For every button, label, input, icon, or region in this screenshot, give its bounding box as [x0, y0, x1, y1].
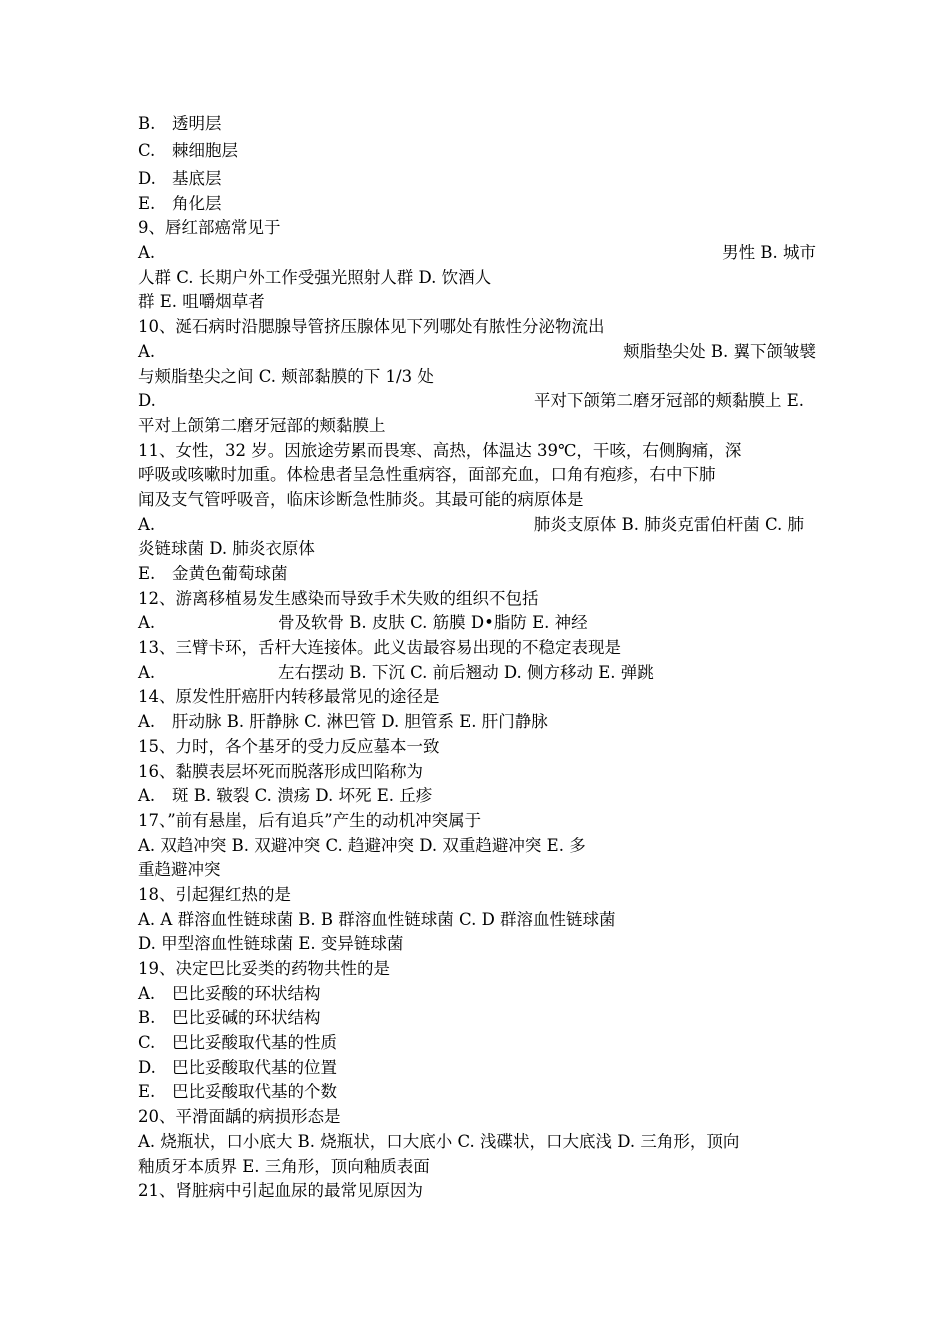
question-14: 14、原发性肝癌肝内转移最常见的途径是 — [138, 687, 440, 707]
option-text: 巴比妥酸的环状结构 — [172, 983, 321, 1003]
question-10-options-cont: 与颊脂垫尖之间 C. 颊部黏膜的下 1/3 处 — [138, 366, 434, 386]
option-text: 角化层 — [172, 193, 222, 213]
question-12: 12、游离移植易发生感染而导致手术失败的组织不包括 — [138, 588, 539, 608]
option-text: 棘细胞层 — [172, 140, 238, 160]
question-19-option-a — [138, 982, 816, 1007]
question-19-option-c — [138, 1031, 816, 1056]
question-11-options-line — [138, 513, 816, 538]
question-15: 15、力时，各个基牙的受力反应墓本一致 — [138, 736, 440, 756]
question-19-option-b — [138, 1006, 816, 1031]
question-20-options-line: A. 烧瓶状，口小底大 B. 烧瓶状，口大底小 C. 浅碟状，口大底浅 D. 三角形，顶向 — [138, 1131, 740, 1151]
question-19-option-e — [138, 1080, 816, 1105]
option-text: 基底层 — [172, 168, 222, 188]
option-text: 颊脂垫尖处 B. 翼下颌皱襞 — [623, 341, 816, 361]
option-text: 巴比妥酸取代基的性质 — [172, 1033, 337, 1053]
question-18: 18、引起猩红热的是 — [138, 884, 291, 904]
question-9-options-cont: 人群 C. 长期户外工作受强光照射人群 D. 饮酒人 — [138, 267, 492, 287]
option-label: A. — [138, 786, 156, 806]
question-11-options-cont: 炎链球菌 D. 肺炎衣原体 — [138, 539, 315, 559]
question-21: 21、肾脏病中引起血尿的最常见原因为 — [138, 1181, 423, 1201]
question-18-options-cont: D. 甲型溶血性链球菌 E. 变异链球菌 — [138, 934, 404, 954]
question-18-options-line: A. A 群溶血性链球菌 B. B 群溶血性链球菌 C. D 群溶血性链球菌 — [138, 909, 616, 929]
question-14-options-line — [138, 710, 816, 735]
option-label: D. — [138, 168, 156, 188]
question-10-options-line — [138, 389, 816, 414]
option-text: 巴比妥碱的环状结构 — [172, 1008, 321, 1028]
option-d-line — [138, 165, 816, 192]
question-11-cont: 闻及支气管呼吸音，临床诊断急性肺炎。其最可能的病原体是 — [138, 489, 584, 509]
question-11-cont: 呼吸或咳嗽时加重。体检患者呈急性重病容，面部充血，口角有疱疹，右中下肺 — [138, 465, 716, 485]
option-text: 左右摆动 B. 下沉 C. 前后翘动 D. 侧方移动 E. 弹跳 — [278, 662, 654, 682]
question-16: 16、黏膜表层坏死而脱落形成凹陷称为 — [138, 761, 423, 781]
option-label: A. — [138, 712, 156, 732]
option-text: 骨及软骨 B. 皮肤 C. 筋膜 D•脂防 E. 神经 — [278, 613, 588, 633]
option-c-line — [138, 137, 816, 165]
option-label: A. — [138, 514, 156, 534]
option-label: C. — [138, 140, 156, 160]
question-20: 20、平滑面龋的病损形态是 — [138, 1107, 341, 1127]
option-label: C. — [138, 1033, 156, 1053]
option-text: 斑 B. 皲裂 C. 溃疡 D. 坏死 E. 丘疹 — [172, 786, 433, 806]
option-text: 金黄色葡萄球菌 — [172, 564, 288, 583]
option-text: 透明层 — [172, 114, 222, 133]
option-label: A. — [138, 243, 156, 263]
question-13-options-line — [138, 661, 816, 686]
question-16-options-line — [138, 784, 816, 809]
question-11: 11、女性，32 岁。因旅途劳累而畏寒、高热，体温达 39℃，干咳，右侧胸痛，深 — [138, 440, 742, 460]
question-17-options-line: A. 双趋冲突 B. 双避冲突 C. 趋避冲突 D. 双重趋避冲突 E. 多 — [138, 835, 586, 855]
question-20-options-cont: 釉质牙本质界 E. 三角形，顶向釉质表面 — [138, 1156, 430, 1176]
option-text: 肝动脉 B. 肝静脉 C. 淋巴管 D. 胆管系 E. 肝门静脉 — [172, 712, 548, 732]
question-11-option-e — [138, 562, 816, 587]
option-e-line — [138, 192, 816, 217]
document-page — [138, 112, 816, 1204]
option-text: 巴比妥酸取代基的位置 — [172, 1057, 337, 1077]
option-label: B. — [138, 114, 156, 133]
question-9-options-line — [138, 241, 816, 266]
option-label: A. — [138, 613, 156, 633]
question-12-options-line — [138, 611, 816, 636]
question-10: 10、涎石病时沿腮腺导管挤压腺体见下列哪处有脓性分泌物流出 — [138, 317, 605, 337]
option-text: 平对下颌第二磨牙冠部的颊黏膜上 E. — [533, 391, 804, 411]
option-label: B. — [138, 1008, 156, 1028]
option-label: E. — [138, 193, 156, 213]
question-17-options-cont: 重趋避冲突 — [138, 860, 221, 880]
option-label: E. — [138, 1082, 156, 1102]
option-text: 肺炎支原体 B. 肺炎克雷伯杆菌 C. 肺 — [533, 514, 804, 534]
option-label: A. — [138, 662, 156, 682]
question-10-options-line — [138, 340, 816, 365]
option-label: D. — [138, 391, 156, 411]
question-19-option-d — [138, 1056, 816, 1081]
question-10-options-cont: 平对上颌第二磨牙冠部的颊黏膜上 — [138, 415, 386, 435]
question-19: 19、决定巴比妥类的药物共性的是 — [138, 959, 390, 978]
question-9: 9、唇红部癌常见于 — [138, 218, 281, 238]
option-label: A. — [138, 341, 156, 361]
option-text: 巴比妥酸取代基的个数 — [172, 1082, 337, 1102]
option-label: D. — [138, 1057, 156, 1077]
question-9-options-cont: 群 E. 咀嚼烟草者 — [138, 292, 265, 312]
question-13: 13、三臂卡环，舌杆大连接体。此义齿最容易出现的不稳定表现是 — [138, 638, 621, 658]
option-text: 男性 B. 城市 — [722, 243, 816, 263]
option-label: A. — [138, 983, 156, 1003]
option-label: E. — [138, 564, 156, 583]
option-b-line — [138, 112, 816, 137]
question-17: 17、”前有悬崖，后有追兵”产生的动机冲突属于 — [138, 810, 482, 830]
